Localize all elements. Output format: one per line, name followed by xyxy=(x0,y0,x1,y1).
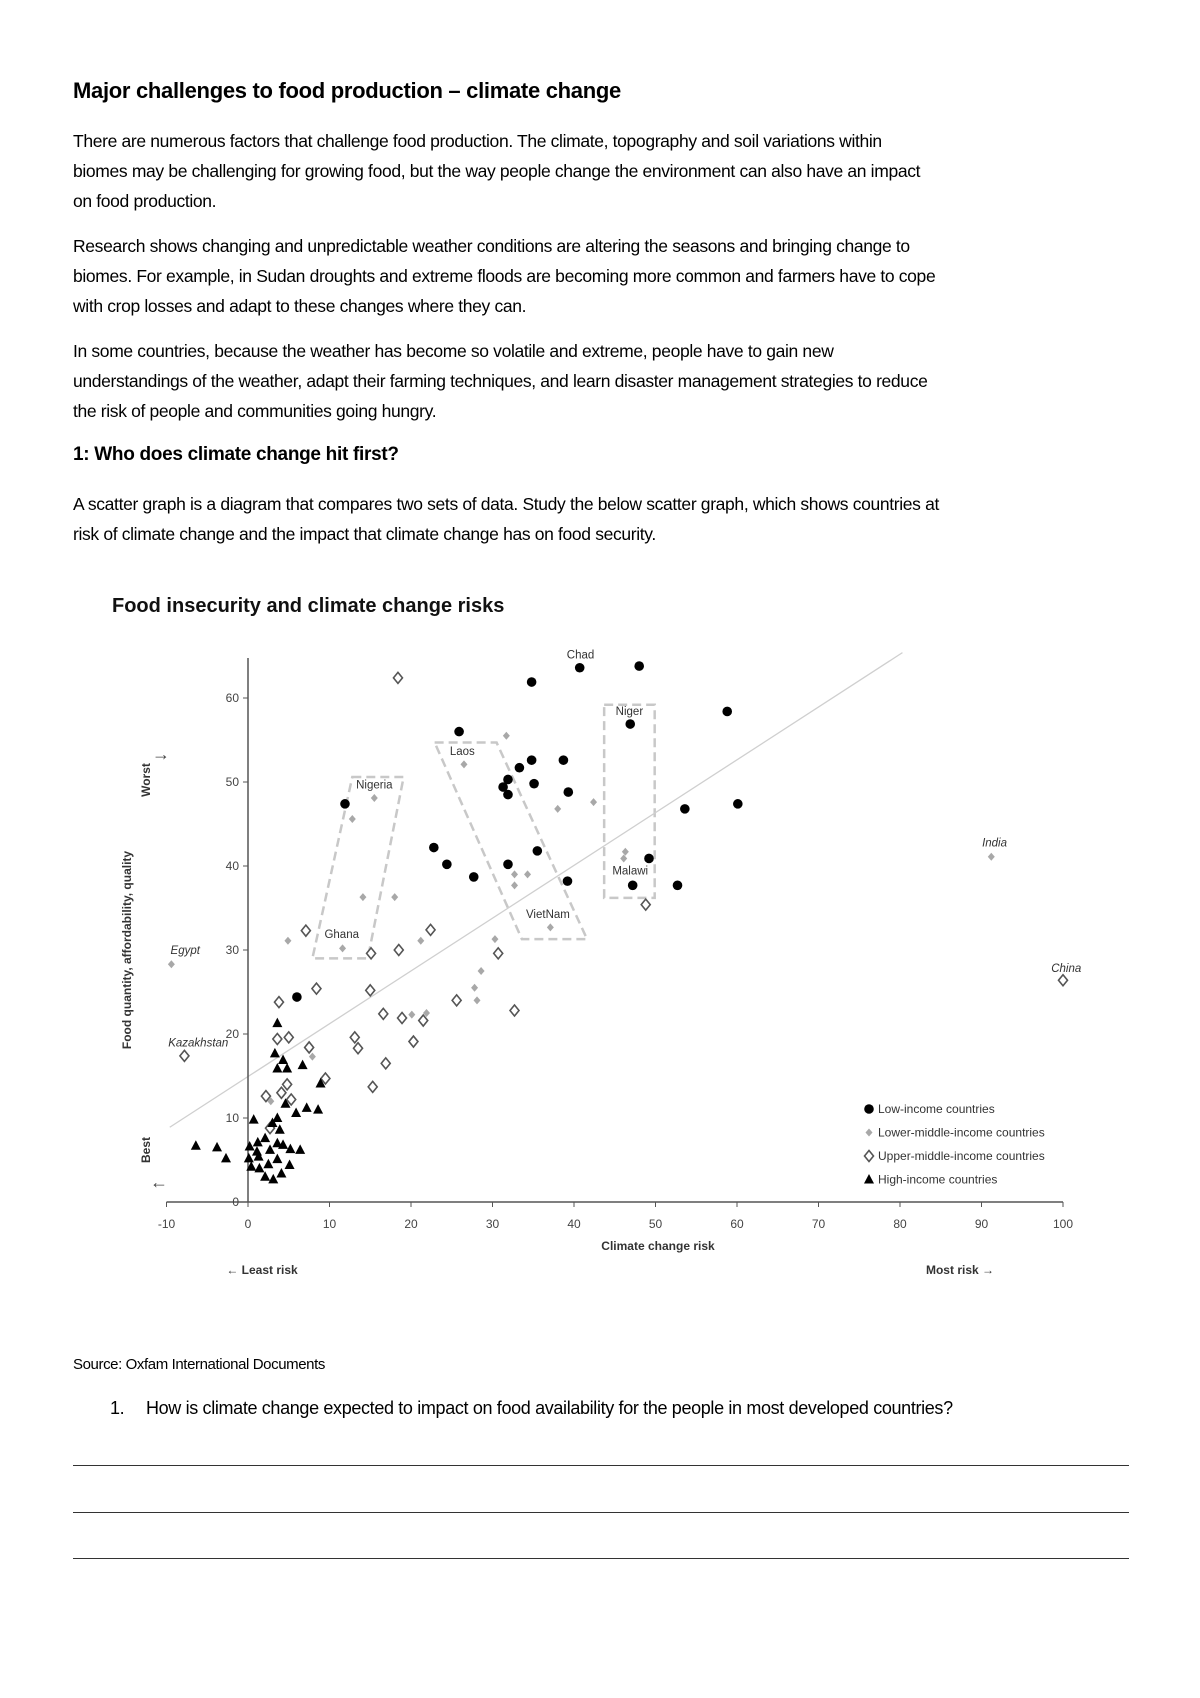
country-label: Niger xyxy=(615,705,644,718)
data-point-high-income-countries xyxy=(272,1063,282,1073)
country-label: Kazakhstan xyxy=(168,1037,229,1050)
data-point-high-income-countries xyxy=(302,1102,312,1112)
chart-title: Food insecurity and climate change risks xyxy=(112,595,505,617)
data-point-upper-middle-income-countries xyxy=(366,985,375,996)
x-tick-label: -10 xyxy=(157,1217,176,1231)
data-point-lower-middle-income-countries xyxy=(359,893,366,901)
worst-arrow-icon: → xyxy=(152,744,170,764)
least-risk-label: ← Least risk xyxy=(226,1263,298,1277)
data-point-lower-middle-income-countries xyxy=(471,984,478,992)
data-point-low-income-countries xyxy=(634,661,644,671)
data-point-low-income-countries xyxy=(515,763,525,773)
y-tick-label: 10 xyxy=(225,1111,239,1125)
data-point-low-income-countries xyxy=(644,854,654,864)
data-point-low-income-countries xyxy=(733,799,743,809)
question-text: How is climate change expected to impact on food availability for the people in most developed countries? xyxy=(146,1398,953,1418)
data-point-high-income-countries xyxy=(268,1174,278,1184)
y-tick-label: 30 xyxy=(225,943,239,957)
data-point-low-income-countries xyxy=(503,860,513,870)
data-point-low-income-countries xyxy=(340,799,350,809)
data-point-low-income-countries xyxy=(429,843,439,853)
data-point-lower-middle-income-countries xyxy=(339,944,346,952)
data-point-high-income-countries xyxy=(270,1048,280,1058)
country-label: VietNam xyxy=(525,909,570,922)
data-point-low-income-countries xyxy=(625,719,635,729)
text-line: In some countries, because the weather has become so volatile and extreme, people have to gain new xyxy=(73,341,834,361)
data-point-lower-middle-income-countries xyxy=(309,1053,316,1061)
data-point-upper-middle-income-countries xyxy=(305,1042,314,1053)
data-point-upper-middle-income-countries xyxy=(494,948,503,959)
data-point-high-income-countries xyxy=(191,1140,201,1150)
legend-marker xyxy=(865,1151,874,1162)
text-line: understandings of the weather, adapt their farming techniques, and learn disaster management strategies to reduce xyxy=(73,371,928,391)
data-point-upper-middle-income-countries xyxy=(350,1032,359,1043)
data-point-low-income-countries xyxy=(469,872,479,882)
data-point-upper-middle-income-countries xyxy=(1059,975,1068,986)
country-label: China xyxy=(1051,962,1082,975)
x-tick-label: 0 xyxy=(244,1217,252,1231)
data-point-high-income-countries xyxy=(282,1063,292,1073)
data-point-upper-middle-income-countries xyxy=(284,1032,293,1043)
data-point-lower-middle-income-countries xyxy=(491,935,498,943)
legend-label: High-income countries xyxy=(878,1172,998,1187)
y-tick-label: 0 xyxy=(232,1195,239,1209)
question-1 xyxy=(110,1398,953,1419)
text-line: with crop losses and adapt to these changes where they can. xyxy=(73,296,527,316)
data-point-upper-middle-income-countries xyxy=(381,1058,390,1069)
text-line: on food production. xyxy=(73,191,217,211)
data-point-upper-middle-income-countries xyxy=(379,1008,388,1019)
data-point-lower-middle-income-countries xyxy=(524,870,531,878)
text-line: risk of climate change and the impact that climate change has on food security. xyxy=(73,524,656,544)
question-number: 1. xyxy=(110,1398,125,1418)
x-axis-label: Climate change risk xyxy=(601,1239,715,1253)
data-point-lower-middle-income-countries xyxy=(168,960,175,968)
x-tick-label: 10 xyxy=(322,1217,337,1231)
data-point-low-income-countries xyxy=(722,707,732,717)
text-line: Research shows changing and unpredictable weather conditions are altering the seasons and bringing change to xyxy=(73,236,910,256)
y-axis-label: Food quantity, affordability, quality xyxy=(120,850,134,1050)
worst-label: Worst xyxy=(139,763,153,797)
data-point-low-income-countries xyxy=(454,727,464,737)
data-point-upper-middle-income-countries xyxy=(283,1079,292,1090)
data-point-lower-middle-income-countries xyxy=(547,923,554,931)
data-point-upper-middle-income-countries xyxy=(301,925,310,936)
x-tick-label: 40 xyxy=(567,1217,581,1231)
data-point-high-income-countries xyxy=(263,1159,273,1169)
y-tick-label: 40 xyxy=(225,859,239,873)
text-line: There are numerous factors that challenge food production. The climate, topography and soil variations within xyxy=(73,131,882,151)
data-point-high-income-countries xyxy=(272,1154,282,1164)
data-point-high-income-countries xyxy=(285,1160,295,1170)
data-point-upper-middle-income-countries xyxy=(393,672,402,683)
data-point-low-income-countries xyxy=(628,881,638,891)
data-point-upper-middle-income-countries xyxy=(394,945,403,956)
answer-line-3[interactable] xyxy=(73,1558,1129,1559)
y-tick-label: 50 xyxy=(225,775,239,789)
source-caption: Source: Oxfam International Documents xyxy=(73,1356,325,1373)
legend-marker xyxy=(866,1129,873,1137)
x-tick-label: 20 xyxy=(404,1217,418,1231)
data-point-high-income-countries xyxy=(295,1144,305,1154)
data-point-high-income-countries xyxy=(313,1104,323,1114)
y-tick-label: 60 xyxy=(225,691,239,705)
section-heading: 1: Who does climate change hit first? xyxy=(73,444,399,465)
data-point-upper-middle-income-countries xyxy=(274,997,283,1008)
data-point-upper-middle-income-countries xyxy=(510,1005,519,1016)
data-point-lower-middle-income-countries xyxy=(511,870,518,878)
data-point-upper-middle-income-countries xyxy=(426,924,435,935)
country-label: India xyxy=(982,837,1008,850)
data-point-high-income-countries xyxy=(298,1060,308,1070)
page-title: Major challenges to food production – climate change xyxy=(73,78,621,103)
text-line: A scatter graph is a diagram that compares two sets of data. Study the below scatter graph, which shows countries at xyxy=(73,494,939,514)
data-point-high-income-countries xyxy=(260,1133,270,1143)
x-tick-label: 90 xyxy=(974,1217,989,1231)
data-point-lower-middle-income-countries xyxy=(554,805,561,813)
data-point-upper-middle-income-countries xyxy=(312,983,321,994)
country-label: Nigeria xyxy=(356,779,393,792)
data-point-high-income-countries xyxy=(212,1142,222,1152)
answer-line-1[interactable] xyxy=(73,1465,1129,1466)
data-point-low-income-countries xyxy=(292,992,302,1002)
data-point-lower-middle-income-countries xyxy=(590,798,597,806)
data-point-high-income-countries xyxy=(272,1018,282,1027)
y-tick-label: 20 xyxy=(225,1027,239,1041)
data-point-high-income-countries xyxy=(252,1146,262,1156)
data-point-lower-middle-income-countries xyxy=(417,937,424,945)
data-point-upper-middle-income-countries xyxy=(367,948,376,959)
answer-line-2[interactable] xyxy=(73,1512,1129,1513)
data-point-high-income-countries xyxy=(291,1107,301,1117)
data-point-lower-middle-income-countries xyxy=(408,1011,415,1019)
data-point-upper-middle-income-countries xyxy=(273,1034,282,1045)
data-point-low-income-countries xyxy=(559,755,569,765)
trend-line xyxy=(170,653,903,1128)
data-point-low-income-countries xyxy=(575,663,585,673)
text-line: the risk of people and communities going hungry. xyxy=(73,401,437,421)
text-line: biomes. For example, in Sudan droughts and extreme floods are becoming more common and farmers have to cope xyxy=(73,266,936,286)
data-point-lower-middle-income-countries xyxy=(371,794,378,802)
best-label: Best xyxy=(139,1136,153,1164)
data-point-lower-middle-income-countries xyxy=(284,937,291,945)
x-tick-label: 60 xyxy=(730,1217,744,1231)
country-label: Chad xyxy=(566,649,595,662)
legend-label: Lower-middle-income countries xyxy=(878,1125,1045,1140)
data-point-lower-middle-income-countries xyxy=(474,996,481,1004)
data-point-high-income-countries xyxy=(244,1153,254,1163)
legend-label: Low-income countries xyxy=(878,1102,995,1116)
data-point-low-income-countries xyxy=(529,779,539,789)
x-tick-label: 70 xyxy=(811,1217,826,1231)
data-point-low-income-countries xyxy=(563,876,573,886)
data-point-upper-middle-income-countries xyxy=(368,1081,377,1092)
x-tick-label: 80 xyxy=(893,1217,907,1231)
data-point-upper-middle-income-countries xyxy=(277,1087,286,1098)
country-label: Egypt xyxy=(170,945,200,958)
data-point-upper-middle-income-countries xyxy=(641,899,650,910)
legend-label: Upper-middle-income countries xyxy=(878,1149,1045,1163)
legend-marker xyxy=(864,1174,874,1184)
country-label: Ghana xyxy=(324,929,359,942)
data-point-low-income-countries xyxy=(563,787,573,797)
text-line: biomes may be challenging for growing food, but the way people change the environment can also have an impact xyxy=(73,161,921,181)
data-point-lower-middle-income-countries xyxy=(620,854,627,862)
data-point-upper-middle-income-countries xyxy=(409,1036,418,1047)
country-label: Malawi xyxy=(612,865,649,878)
x-tick-label: 100 xyxy=(1052,1217,1074,1231)
data-point-lower-middle-income-countries xyxy=(349,815,356,823)
data-point-upper-middle-income-countries xyxy=(180,1050,189,1061)
data-point-high-income-countries xyxy=(249,1114,259,1124)
data-point-high-income-countries xyxy=(276,1168,286,1178)
data-point-low-income-countries xyxy=(680,804,690,814)
legend-marker xyxy=(864,1104,874,1114)
data-point-low-income-countries xyxy=(442,860,452,870)
data-point-lower-middle-income-countries xyxy=(478,967,485,975)
best-arrow-icon: ← xyxy=(150,1172,168,1192)
most-risk-label: Most risk → xyxy=(925,1263,995,1277)
data-point-lower-middle-income-countries xyxy=(503,732,510,740)
x-tick-label: 30 xyxy=(485,1217,500,1231)
country-label: Laos xyxy=(449,746,475,759)
data-point-low-income-countries xyxy=(673,881,683,891)
data-point-low-income-countries xyxy=(527,755,537,765)
x-tick-label: 50 xyxy=(648,1217,663,1231)
data-point-low-income-countries xyxy=(533,846,543,856)
data-point-lower-middle-income-countries xyxy=(988,853,995,861)
data-point-lower-middle-income-countries xyxy=(511,881,518,889)
data-point-upper-middle-income-countries xyxy=(354,1043,363,1054)
data-point-lower-middle-income-countries xyxy=(622,848,629,856)
data-point-lower-middle-income-countries xyxy=(460,760,467,768)
data-point-high-income-countries xyxy=(254,1163,264,1173)
data-point-low-income-countries xyxy=(527,677,537,687)
data-point-lower-middle-income-countries xyxy=(391,893,398,901)
data-point-upper-middle-income-countries xyxy=(398,1013,407,1024)
data-point-high-income-countries xyxy=(221,1153,231,1163)
data-point-upper-middle-income-countries xyxy=(452,995,461,1006)
data-point-low-income-countries xyxy=(503,790,513,800)
data-point-high-income-countries xyxy=(260,1171,270,1181)
